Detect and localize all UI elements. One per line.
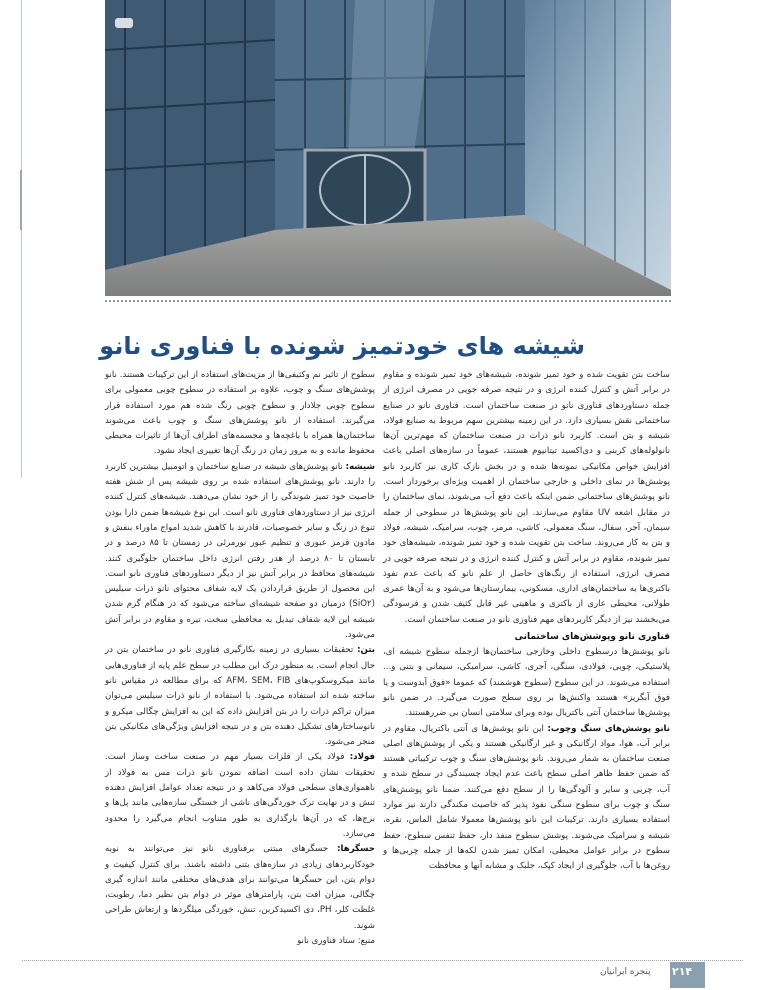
section-heading: فناوری نانو وپوشش‌های ساختمانی xyxy=(514,632,670,643)
paragraph xyxy=(105,750,375,842)
magazine-name: پنجره ایرانیان xyxy=(600,967,651,977)
footer-rule xyxy=(22,960,743,961)
paragraph-text: سطوح از تاثیر نم وکثیفی‌ها از مزیت‌های استفاده از این ترکیبات هستند. نانو پوشش‌های سنگ و چوب، علاوه بر استفاده در سطوح چوبی معمولی برای سطوح چوبی جلادار و سطوح چوبی رنگ شده هم مورد استفاده قرار می‌گیرند. استفاده از نانو پوشش‌های سنگ و چوب باعث می‌شوند ساختمان‌ها همراه با باغچه‌ها و مجسمه‌های اطراف آن‌ها از تاثیرات محیطی محفوظ مانده و به مرور زمان در رنگ آن‌ها تغییری ایجاد نشود. xyxy=(105,370,375,457)
paragraph-lead: فولاد: xyxy=(349,752,375,763)
paragraph-text: حسگرها‌ی مبتنی برفناوری نانو نیز می‌توانند به نوبه خودکاربردهای زیادی در سازه‌های بتنی داشته باشند. برای کنترل کیفیت و دوام بتن، این حسگرها می‌توانند برای هدف‌های مختلفی مانند اندازه گیری چگالی، میزان افت بتن، پارامترهای موثر در دوام بتن نظیر دما، رطوبت، غلظت کلر، PH، دی اکسیدکربن، تنش، خوردگی میلگردها و ارتعاش طراحی شوند. xyxy=(105,844,376,931)
paragraph xyxy=(105,842,375,934)
paragraph-lead: نانو پوشش‌های سنگ وچوب: xyxy=(547,723,671,734)
building-glass-facade-photo xyxy=(105,0,671,296)
paragraph-lead: شیشه: xyxy=(345,461,375,472)
paragraph-text: نانو پوشش‌های شیشه در صنایع ساختمان و اتومبیل بیشترین کاربرد را دارند. نانو پوشش‌های استفاده شده بر روی شیشه پس از شش هفته خاصیت خود تمیز شوندگی را از خود نشان می‌دهند. شیشه‌های کنترل کننده انرژی نیز از دستاوردهای فناوری نانو است. این نوع شیشه‌ها ضمن دارا بودن تنوع در رنگ و سایر خصوصیات، قادرند با کاهش شدید امواج ماوراء بنفش و مادون قرمز عبوری و تنظیم عبور نورمرئی در زمستان تا ۸۵ درصد و در تابستان تا ۸۰ درصد از هدر رفتن انرژی داخل ساختمان جلوگیری کنند. شیشه‌های محافظ در برابر آتش نیز از دیگر دستاوردهای فناوری نانو است. این محصول از طریق قراردادن یک لایه شفاف محتوای نانو ذرات سیلیس (SiO۲) درمیان دو صفحه شیشه‌ای ساخته می‌شود که در هنگام گرم شدن شیشه این لایه شفاف تبدیل به محافظی سخت، تیره و مقاوم در برابر آتش می‌شود. xyxy=(105,461,376,641)
margin-rule-accent xyxy=(20,170,22,230)
paragraph-text: تحقیقات بسیاری در زمینه بکارگیری فناوری نانو در ساختمان بتن در حال انجام است. به منظور درک این مطلب در سطح علم پایه از فناوری‌هایی مانند میکروسکوپ‌های AFM، SEM، FIB که برای مطالعه در مقیاس نانو ساخته شده اند استفاده می‌شود. با استفاده از نانو ذرات سیلیس می‌توان میزان تراکم ذرات را در بتن افزایش داده که این به افزایش چگالی میکرو و نانوساختارهای تشکیل دهنده بتن و در نتیجه افزایش ویژگی‌های مکانیکی بتن منجر می‌شود. xyxy=(105,645,375,748)
paragraph-text: نانو پوشش‌ها درسطوح داخلی وخارجی ساختمان‌ها ازجمله سطوح شیشه ای، پلاستیکی، چوبی، فولادی، سنگی، آجری، کاشی، سرامیکی، سیمانی و بتنی و... استفاده می‌شوند. در این سطوح (سطوح هوشمند) که عموما «فوق آبدوست و یا فوق آبگریز» هستند واکنش‌ها بر روی سطح صورت می‌گیرد. در ضمن نانو پوشش‌ها ساختمان آنتی باکتریال بوده وبرای سلامتی انسان بی ضررهستند. xyxy=(383,647,670,719)
paragraph xyxy=(383,722,670,875)
photo-illustration xyxy=(105,0,671,296)
paragraph-text: فولاد یکی از فلزات بسیار مهم در صنعت ساخت وساز است. تحقیقات نشان داده است اضافه نمودن نانو ذرات مس به فولاد از ناهمواری‌های سطحی فولاد می‌کاهد و در نتیجه تعداد عوامل افزایش دهنده تنش و در نهایت ترک خوردگی‌های ناشی از خستگی سازه‌هایی مانند پل‌ها و برج‌ها، که در آن‌ها بارگذاری به طور متناوب انجام می‌گیرد را محدود می‌سازد. xyxy=(105,752,375,839)
paragraph-text: ساخت بتن تقویت شده و خود تمیز شونده، شیشه‌های خود تمیز شونده و مقاوم در برابر آتش و کنترل کننده انرژی و در نتیجه صرفه جویی در مصرف انرژی از جمله دستاوردهای فناوری نانو در صنعت ساختمان است. فناوری نانو در صنایع ساختمانی نقش بسیاری دارد. در این زمینه بیشترین سهم مربوط به صنایع فولاد، شیشه و بتن است. کاربرد نانو ذرات در صنعت ساختمان که مهم‌ترین آن‌ها نانولوله‌های کربنی و دی‌اکسید تیتانیوم هستند، عموماً در سازه‌های اصلی باعث افزایش خواص مکانیکی نمونه‌ها شده و در بخش نازک کاری نیز کاربرد نانو پوشش‌ها در نمای داخلی و خارجی ساختمان از اهمیت ویژه‌ای برخوردار است. نانو پوشش‌های ساختمانی ضمن اینکه باعث دفع آب می‌شوند، نمای ساختمان را در مقابل اشعه UV مقاوم می‌سازند. این نانو پوشش‌ها در سطوحی از جمله سیمان، آجر، سفال، سنگ معمولی، کاشی، مرمر، چوب، سرامیک، شیشه، فولاد و بتن به کار می‌روند. ساخت بتن تقویت شده و خود تمیز شونده، شیشه‌های خود تمیز شونده، مقاوم در برابر آتش و کنترل کننده انرژی و در نتیجه صرفه جویی در مصرف انرژی، استفاده از رنگ‌های حاصل از علم نانو که باعث عدم نفوذ باکتری‌ها به ساختمان‌های اداری، مسکونی، بیمارستان‌ها می‌شود و به آن‌ها عمری طولانی، محیطی عاری از باکتری و ماهیتی غیر قابل کثیف شدن و فرسودگی می‌بخشند نیز از دیگر کاربردهای مهم فناوری نانو در صنعت ساختمان است. xyxy=(383,370,670,625)
margin-rule xyxy=(21,0,22,478)
page-number: ۲۱۴ xyxy=(672,965,693,978)
paragraph xyxy=(105,934,375,949)
paragraph xyxy=(105,460,375,644)
article-column-right xyxy=(383,368,670,875)
paragraph-lead: حسگرها: xyxy=(337,844,375,855)
paragraph-text: این نانو پوشش‌ها ی آنتی باکتریال، مقاوم در برابر آب، هوا، مواد ارگانیکی و غیر ارگانیکی هستند و یکی از پوشش‌های اصلی صنعت ساختمان به شمار می‌روند. نانو پوشش‌های سنگ و چوب ترکیباتی هستند که ضمن حفظ ظاهر اصلی سطح باعث عدم ایجاد چسبندگی در سطح شده و آب، چربی و سایر و آلودگی‌ها را از سطح دفع می‌کنند. ضمنا نانو پوشش‌های سنگ و چوب برای سطوح سنگی نفوذ پذیر که خاصیت مکندگی دارند نیز موارد استفاده بسیاری دارند. ترکیبات این نانو پوشش‌ها معمولا شامل الماس، نقره، شیشه و سرامیک می‌شوند. پوشش سطوح منفذ دار، حفظ تنفس سطوح، حفظ سطوح در برابر عوامل محیطی، امکان تمیز شدن لکه‌ها از جمله چربی‌ها و روغن‌ها با آب، جلوگیری از ایجاد کپک، جلبک و مشابه آنها و محافظت xyxy=(383,723,670,872)
article-title: شیشه های خودتمیز شونده با فناوری نانو xyxy=(99,332,585,361)
article-column-left xyxy=(105,368,375,949)
paragraph xyxy=(383,645,670,721)
paragraph-lead: بتن: xyxy=(357,645,375,656)
title-separator xyxy=(105,300,671,302)
paragraph xyxy=(105,368,375,460)
paragraph xyxy=(383,368,670,628)
paragraph xyxy=(105,643,375,750)
paragraph-text: منبع: ستاد فناوری نانو xyxy=(297,935,375,946)
